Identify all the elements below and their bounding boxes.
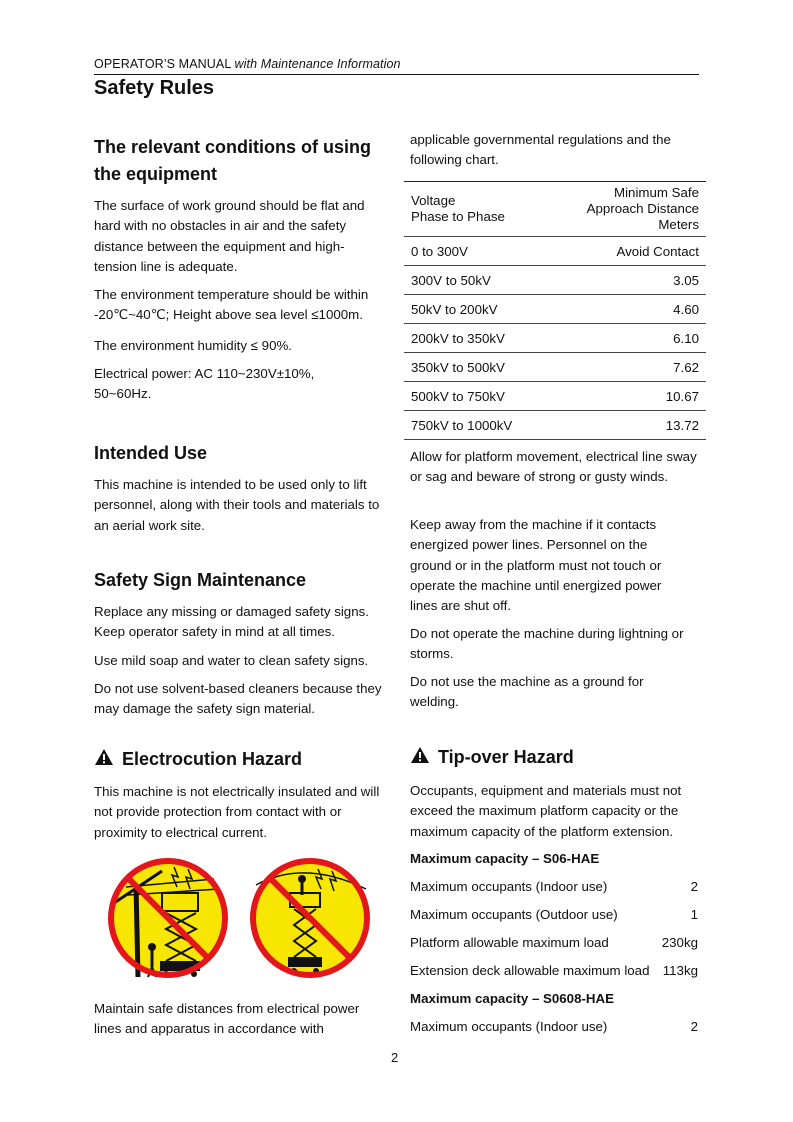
electrocution-p1: This machine is not electrically insulated and will not provide protection from contact with or proximity to electrical current. bbox=[94, 784, 380, 840]
table-header-row bbox=[404, 182, 706, 237]
manual-subtitle: with Maintenance Information bbox=[234, 57, 401, 71]
distance-cell: 6.10 bbox=[548, 324, 706, 353]
capacity-label: Platform allowable maximum load bbox=[410, 935, 609, 950]
table-row bbox=[404, 411, 706, 440]
distance-cell: 10.67 bbox=[548, 382, 706, 411]
page-title: Safety Rules bbox=[94, 77, 215, 99]
header-rule bbox=[94, 74, 699, 75]
intended-use-p1: This machine is intended to be used only to lift personnel, along with their tools and materials to an aerial work site. bbox=[94, 477, 380, 533]
capacity-row bbox=[410, 929, 698, 957]
running-header bbox=[94, 57, 401, 71]
voltage-cell: 350kV to 500kV bbox=[404, 353, 548, 382]
warning-triangle-icon bbox=[94, 748, 114, 766]
tipover-heading-text: Tip-over Hazard bbox=[438, 747, 574, 767]
warning-triangle-icon bbox=[410, 746, 430, 764]
distance-header-line2: Approach Distance bbox=[586, 201, 699, 216]
manual-title: OPERATOR’S MANUAL bbox=[94, 57, 231, 71]
table-row bbox=[404, 382, 706, 411]
sign-maintenance-p1: Replace any missing or damaged safety signs. Keep operator safety in mind at all times. bbox=[94, 604, 369, 640]
right-p1: Allow for platform movement, electrical line sway or sag and beware of strong or gusty winds. bbox=[410, 449, 697, 485]
capacity-label: Maximum occupants (Indoor use) bbox=[410, 1019, 608, 1034]
table-row bbox=[404, 295, 706, 324]
distance-header-line1: Minimum Safe bbox=[614, 185, 699, 200]
right-intro: applicable governmental regulations and the following chart. bbox=[410, 132, 671, 168]
capacity-label: Maximum occupants (Indoor use) bbox=[410, 879, 608, 894]
voltage-header-line2: Phase to Phase bbox=[411, 209, 505, 224]
distance-cell: 3.05 bbox=[548, 266, 706, 295]
table-row bbox=[404, 324, 706, 353]
voltage-column-header bbox=[404, 182, 548, 237]
conditions-p1: The surface of work ground should be flat and hard with no obstacles in air and the safety distance between the equipment and high-tension line is adequate. bbox=[94, 198, 365, 274]
power-line-pictogram bbox=[111, 861, 225, 977]
conditions-p2: The environment temperature should be within -20℃~40℃; Height above sea level ≤1000m. bbox=[94, 287, 369, 323]
distance-cell: 13.72 bbox=[548, 411, 706, 440]
distance-cell: 4.60 bbox=[548, 295, 706, 324]
capacity-label: Maximum occupants (Outdoor use) bbox=[410, 907, 618, 922]
capacity-row bbox=[410, 901, 698, 929]
intended-use-heading: Intended Use bbox=[94, 443, 208, 463]
conditions-heading-line2: the equipment bbox=[94, 164, 218, 184]
overhead-obstacle-pictogram bbox=[253, 861, 367, 975]
electrocution-pictograms bbox=[104, 855, 376, 985]
right-p3: Do not operate the machine during lightning or storms. bbox=[410, 626, 684, 662]
capacity-value: 113kg bbox=[662, 963, 698, 978]
conditions-p3: The environment humidity ≤ 90%. bbox=[94, 338, 292, 353]
voltage-cell: 50kV to 200kV bbox=[404, 295, 548, 324]
page-number: 2 bbox=[391, 1050, 399, 1065]
capacity-value: 1 bbox=[690, 907, 698, 922]
sign-maintenance-heading: Safety Sign Maintenance bbox=[94, 570, 307, 590]
table-row bbox=[404, 266, 706, 295]
conditions-p4: Electrical power: AC 110~230V±10%, 50~60Hz. bbox=[94, 366, 315, 402]
table-row bbox=[404, 353, 706, 382]
sign-maintenance-p2: Use mild soap and water to clean safety signs. bbox=[94, 653, 369, 668]
capacity-s06-heading: Maximum capacity – S06-HAE bbox=[410, 851, 600, 866]
voltage-cell: 0 to 300V bbox=[404, 237, 548, 266]
voltage-cell: 500kV to 750kV bbox=[404, 382, 548, 411]
distance-column-header bbox=[548, 182, 706, 237]
right-p4: Do not use the machine as a ground for welding. bbox=[410, 674, 644, 710]
tipover-p1: Occupants, equipment and materials must not exceed the maximum platform capacity or the maximum capacity of the platform extension. bbox=[410, 783, 682, 839]
electrocution-p2: Maintain safe distances from electrical power lines and apparatus in accordance with bbox=[94, 1001, 360, 1037]
distance-cell: Avoid Contact bbox=[548, 237, 706, 266]
sign-maintenance-p3: Do not use solvent-based cleaners because they may damage the safety sign material. bbox=[94, 681, 382, 717]
capacity-s0608-heading: Maximum capacity – S0608-HAE bbox=[410, 991, 614, 1006]
voltage-header-line1: Voltage bbox=[411, 193, 456, 208]
distance-header-line3: Meters bbox=[658, 217, 699, 232]
electrocution-heading-text: Electrocution Hazard bbox=[122, 749, 303, 769]
capacity-value: 230kg bbox=[661, 935, 698, 950]
capacity-row bbox=[410, 1013, 698, 1041]
capacity-row bbox=[410, 873, 698, 901]
right-p2: Keep away from the machine if it contacts energized power lines. Personnel on the ground or in the platform must not touch or operate the machine until energized power lines are shut off. bbox=[410, 517, 662, 614]
capacity-s06 bbox=[410, 845, 702, 1041]
conditions-heading-line1: The relevant conditions of using bbox=[94, 137, 372, 157]
approach-distance-table bbox=[404, 181, 706, 440]
conditions-heading bbox=[94, 134, 386, 188]
capacity-row bbox=[410, 957, 698, 985]
voltage-cell: 200kV to 350kV bbox=[404, 324, 548, 353]
voltage-cell: 300V to 50kV bbox=[404, 266, 548, 295]
tipover-heading bbox=[410, 744, 702, 771]
capacity-label: Extension deck allowable maximum load bbox=[410, 963, 650, 978]
table-row bbox=[404, 237, 706, 266]
capacity-value: 2 bbox=[690, 1019, 698, 1034]
capacity-value: 2 bbox=[690, 879, 698, 894]
electrocution-heading bbox=[94, 746, 386, 773]
voltage-cell: 750kV to 1000kV bbox=[404, 411, 548, 440]
distance-cell: 7.62 bbox=[548, 353, 706, 382]
